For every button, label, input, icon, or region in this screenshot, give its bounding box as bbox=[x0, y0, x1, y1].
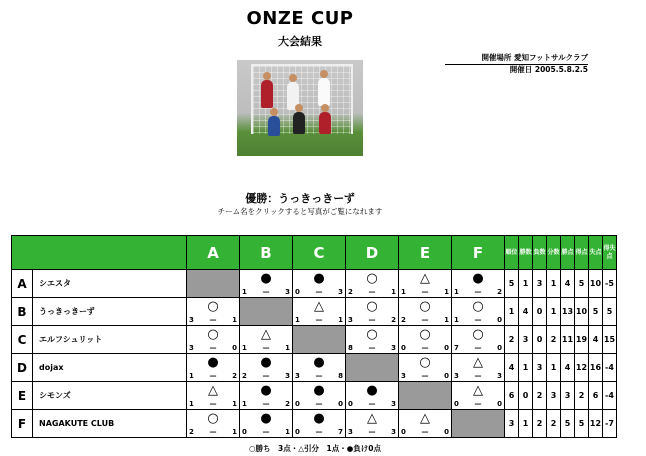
stat-cell: 1 bbox=[519, 270, 533, 298]
score-dash: — bbox=[315, 428, 323, 436]
table-row bbox=[12, 354, 617, 382]
stat-cell: 1 bbox=[547, 298, 561, 326]
score-left: 1 bbox=[189, 372, 194, 380]
score-dash: — bbox=[262, 288, 270, 296]
score-dash: — bbox=[209, 316, 217, 324]
column-header: F bbox=[452, 236, 505, 270]
match-result-cell bbox=[293, 298, 346, 326]
score-dash: — bbox=[262, 428, 270, 436]
match-score bbox=[454, 372, 502, 380]
score-dash: — bbox=[209, 428, 217, 436]
score-dash: — bbox=[474, 344, 482, 352]
score-dash: — bbox=[315, 372, 323, 380]
score-right: 2 bbox=[391, 316, 396, 324]
diagonal-cell bbox=[293, 326, 346, 354]
match-score bbox=[401, 428, 449, 436]
score-dash: — bbox=[421, 428, 429, 436]
match-score bbox=[348, 344, 396, 352]
stat-cell: 3 bbox=[547, 382, 561, 410]
score-dash: — bbox=[421, 288, 429, 296]
match-result-cell bbox=[346, 298, 399, 326]
stat-cell: -4 bbox=[603, 354, 617, 382]
table-corner bbox=[12, 236, 187, 270]
match-score bbox=[295, 288, 343, 296]
match-result-cell bbox=[187, 382, 240, 410]
score-left: 0 bbox=[295, 288, 300, 296]
table-row bbox=[12, 270, 617, 298]
stat-cell: 1 bbox=[519, 410, 533, 438]
result-symbol: △ bbox=[420, 411, 430, 426]
match-result-cell bbox=[240, 410, 293, 438]
stat-cell: 4 bbox=[561, 270, 575, 298]
stat-cell: 5 bbox=[603, 298, 617, 326]
match-score bbox=[295, 316, 343, 324]
team-name-link[interactable]: シモンズ bbox=[33, 382, 187, 410]
row-letter: B bbox=[12, 298, 33, 326]
row-letter: D bbox=[12, 354, 33, 382]
match-score bbox=[401, 344, 449, 352]
score-dash: — bbox=[315, 288, 323, 296]
person-figure bbox=[318, 78, 330, 106]
table-row bbox=[12, 410, 617, 438]
result-symbol: ● bbox=[313, 271, 325, 286]
score-left: 1 bbox=[454, 316, 459, 324]
stat-cell: 1 bbox=[547, 270, 561, 298]
stat-cell: 4 bbox=[561, 354, 575, 382]
score-left: 1 bbox=[242, 400, 247, 408]
score-dash: — bbox=[474, 316, 482, 324]
score-right: 0 bbox=[232, 344, 237, 352]
score-left: 3 bbox=[189, 344, 194, 352]
score-dash: — bbox=[262, 372, 270, 380]
score-left: 2 bbox=[348, 288, 353, 296]
score-right: 1 bbox=[285, 428, 290, 436]
stat-cell: -4 bbox=[603, 382, 617, 410]
legend: ○勝ち 3点・△引分 1点・●負け0点 bbox=[248, 444, 381, 453]
table-header-row bbox=[12, 236, 617, 270]
stat-cell: 2 bbox=[505, 326, 519, 354]
page-title: ONZE CUP bbox=[246, 8, 354, 29]
score-right: 2 bbox=[232, 372, 237, 380]
stat-cell: 3 bbox=[561, 382, 575, 410]
match-score bbox=[401, 288, 449, 296]
stat-cell: 3 bbox=[533, 270, 547, 298]
result-symbol: ○ bbox=[419, 355, 431, 370]
score-left: 1 bbox=[401, 288, 406, 296]
match-result-cell bbox=[240, 270, 293, 298]
score-left: 3 bbox=[189, 316, 194, 324]
score-left: 0 bbox=[242, 428, 247, 436]
score-right: 2 bbox=[497, 288, 502, 296]
stat-cell: 2 bbox=[547, 410, 561, 438]
match-score bbox=[348, 316, 396, 324]
result-symbol: ○ bbox=[207, 327, 219, 342]
result-symbol: ○ bbox=[472, 327, 484, 342]
score-right: 1 bbox=[391, 288, 396, 296]
score-dash: — bbox=[262, 344, 270, 352]
stat-cell: 0 bbox=[533, 298, 547, 326]
result-symbol: ● bbox=[260, 271, 272, 286]
score-left: 2 bbox=[189, 428, 194, 436]
match-result-cell bbox=[346, 270, 399, 298]
stat-cell: 1 bbox=[519, 354, 533, 382]
score-left: 8 bbox=[348, 344, 353, 352]
match-score bbox=[189, 372, 237, 380]
stat-cell: 11 bbox=[561, 326, 575, 354]
result-symbol: ○ bbox=[366, 299, 378, 314]
score-right: 8 bbox=[338, 372, 343, 380]
date-info: 開催日 2005.5.8.2.5 bbox=[509, 65, 588, 74]
score-right: 3 bbox=[391, 428, 396, 436]
score-left: 0 bbox=[401, 428, 406, 436]
match-score bbox=[189, 400, 237, 408]
team-name-link[interactable]: うっきっきーず bbox=[33, 298, 187, 326]
score-right: 3 bbox=[391, 400, 396, 408]
stat-cell: 5 bbox=[589, 298, 603, 326]
score-left: 0 bbox=[348, 400, 353, 408]
result-symbol: ● bbox=[313, 411, 325, 426]
result-symbol: ● bbox=[366, 383, 378, 398]
match-score bbox=[348, 288, 396, 296]
stat-cell: 5 bbox=[505, 270, 519, 298]
column-header: C bbox=[293, 236, 346, 270]
stat-cell: 3 bbox=[505, 410, 519, 438]
score-dash: — bbox=[368, 288, 376, 296]
score-right: 1 bbox=[338, 316, 343, 324]
person-head bbox=[289, 74, 297, 82]
match-result-cell bbox=[187, 326, 240, 354]
match-score bbox=[189, 344, 237, 352]
result-symbol: △ bbox=[420, 271, 430, 286]
score-right: 3 bbox=[285, 372, 290, 380]
score-right: 3 bbox=[285, 288, 290, 296]
score-left: 3 bbox=[348, 316, 353, 324]
match-result-cell bbox=[399, 298, 452, 326]
stat-cell: 5 bbox=[575, 410, 589, 438]
score-right: 7 bbox=[338, 428, 343, 436]
stat-cell: 2 bbox=[547, 326, 561, 354]
score-left: 7 bbox=[454, 344, 459, 352]
diagonal-cell bbox=[399, 382, 452, 410]
person-head bbox=[320, 70, 328, 78]
column-header: D bbox=[346, 236, 399, 270]
stat-cell: 4 bbox=[589, 326, 603, 354]
match-score bbox=[295, 428, 343, 436]
person-head bbox=[295, 104, 303, 112]
score-right: 0 bbox=[444, 344, 449, 352]
score-dash: — bbox=[474, 288, 482, 296]
stat-header: 得失点 bbox=[603, 236, 617, 270]
page-subtitle: 大会結果 bbox=[278, 35, 322, 48]
match-score bbox=[295, 400, 343, 408]
team-name-link[interactable]: dojax bbox=[33, 354, 187, 382]
result-symbol: △ bbox=[261, 327, 271, 342]
score-right: 0 bbox=[497, 344, 502, 352]
score-right: 1 bbox=[444, 288, 449, 296]
result-symbol: ● bbox=[313, 355, 325, 370]
score-right: 2 bbox=[285, 400, 290, 408]
stat-cell: 10 bbox=[575, 298, 589, 326]
match-score bbox=[242, 428, 290, 436]
result-symbol: ● bbox=[260, 355, 272, 370]
venue-info: 開催場所 愛知フットサルクラブ bbox=[445, 52, 588, 65]
match-result-cell bbox=[452, 382, 505, 410]
match-result-cell bbox=[293, 382, 346, 410]
result-symbol: ● bbox=[260, 411, 272, 426]
stat-header: 得点 bbox=[575, 236, 589, 270]
score-right: 3 bbox=[497, 372, 502, 380]
match-score bbox=[242, 400, 290, 408]
score-dash: — bbox=[421, 344, 429, 352]
result-symbol: ○ bbox=[207, 299, 219, 314]
match-result-cell bbox=[399, 326, 452, 354]
column-header: E bbox=[399, 236, 452, 270]
score-dash: — bbox=[368, 316, 376, 324]
score-right: 0 bbox=[497, 316, 502, 324]
team-photo bbox=[237, 60, 363, 156]
stat-cell: 15 bbox=[603, 326, 617, 354]
result-symbol: ● bbox=[260, 383, 272, 398]
match-result-cell bbox=[399, 410, 452, 438]
match-result-cell bbox=[452, 354, 505, 382]
person-figure bbox=[268, 116, 280, 136]
stat-header: 順位 bbox=[505, 236, 519, 270]
stat-cell: 4 bbox=[505, 354, 519, 382]
match-score bbox=[295, 372, 343, 380]
score-dash: — bbox=[262, 400, 270, 408]
stat-cell: 16 bbox=[589, 354, 603, 382]
table-row bbox=[12, 298, 617, 326]
team-name-link[interactable]: エルフシュリット bbox=[33, 326, 187, 354]
stat-cell: 19 bbox=[575, 326, 589, 354]
stat-header: 負数 bbox=[533, 236, 547, 270]
match-score bbox=[454, 316, 502, 324]
score-left: 1 bbox=[295, 316, 300, 324]
match-score bbox=[242, 372, 290, 380]
stat-cell: 5 bbox=[561, 410, 575, 438]
score-right: 1 bbox=[285, 344, 290, 352]
score-dash: — bbox=[368, 344, 376, 352]
stat-cell: 2 bbox=[533, 382, 547, 410]
result-symbol: ○ bbox=[419, 299, 431, 314]
column-header: A bbox=[187, 236, 240, 270]
result-symbol: ○ bbox=[207, 411, 219, 426]
score-right: 0 bbox=[497, 400, 502, 408]
match-result-cell bbox=[346, 382, 399, 410]
score-left: 2 bbox=[242, 372, 247, 380]
score-left: 1 bbox=[242, 288, 247, 296]
match-result-cell bbox=[293, 410, 346, 438]
stat-cell: 12 bbox=[575, 354, 589, 382]
match-result-cell bbox=[452, 270, 505, 298]
row-letter: F bbox=[12, 410, 33, 438]
score-right: 1 bbox=[232, 316, 237, 324]
stat-cell: 3 bbox=[533, 354, 547, 382]
score-dash: — bbox=[209, 344, 217, 352]
match-result-cell bbox=[240, 326, 293, 354]
result-symbol: ● bbox=[313, 383, 325, 398]
score-dash: — bbox=[209, 372, 217, 380]
stat-header: 失点 bbox=[589, 236, 603, 270]
stat-cell: 12 bbox=[589, 410, 603, 438]
diagonal-cell bbox=[187, 270, 240, 298]
result-symbol: △ bbox=[367, 411, 377, 426]
score-left: 3 bbox=[348, 428, 353, 436]
match-score bbox=[189, 316, 237, 324]
stat-cell: -7 bbox=[603, 410, 617, 438]
result-symbol: ● bbox=[207, 355, 219, 370]
match-score bbox=[242, 288, 290, 296]
match-result-cell bbox=[240, 382, 293, 410]
match-result-cell bbox=[399, 354, 452, 382]
result-symbol: ○ bbox=[419, 327, 431, 342]
result-symbol: △ bbox=[208, 383, 218, 398]
score-right: 1 bbox=[232, 428, 237, 436]
score-dash: — bbox=[421, 372, 429, 380]
match-result-cell bbox=[452, 298, 505, 326]
stat-header: 勝数 bbox=[519, 236, 533, 270]
score-dash: — bbox=[474, 372, 482, 380]
match-result-cell bbox=[187, 410, 240, 438]
match-score bbox=[454, 288, 502, 296]
score-dash: — bbox=[368, 428, 376, 436]
score-right: 0 bbox=[444, 428, 449, 436]
photo-hint: チーム名をクリックすると写真がご覧になれます bbox=[217, 207, 383, 216]
score-right: 3 bbox=[338, 288, 343, 296]
stat-cell: 2 bbox=[575, 382, 589, 410]
stat-cell: 3 bbox=[519, 326, 533, 354]
match-result-cell bbox=[452, 326, 505, 354]
column-header: B bbox=[240, 236, 293, 270]
score-left: 3 bbox=[295, 372, 300, 380]
match-result-cell bbox=[187, 354, 240, 382]
match-score bbox=[348, 400, 396, 408]
score-right: 1 bbox=[232, 400, 237, 408]
stat-header: 勝点 bbox=[561, 236, 575, 270]
score-dash: — bbox=[421, 316, 429, 324]
match-score bbox=[242, 344, 290, 352]
champion-text: 優勝：うっきっきーず bbox=[245, 192, 355, 205]
person-figure bbox=[261, 80, 273, 108]
match-result-cell bbox=[346, 410, 399, 438]
match-score bbox=[454, 400, 502, 408]
result-symbol: ○ bbox=[366, 271, 378, 286]
score-left: 3 bbox=[454, 372, 459, 380]
person-head bbox=[321, 104, 329, 112]
row-letter: E bbox=[12, 382, 33, 410]
score-left: 3 bbox=[401, 372, 406, 380]
score-dash: — bbox=[315, 316, 323, 324]
score-right: 0 bbox=[444, 372, 449, 380]
diagonal-cell bbox=[346, 354, 399, 382]
score-right: 1 bbox=[444, 316, 449, 324]
stat-cell: 2 bbox=[533, 410, 547, 438]
score-left: 1 bbox=[189, 400, 194, 408]
stat-cell: 13 bbox=[561, 298, 575, 326]
person-head bbox=[263, 72, 271, 80]
row-letter: A bbox=[12, 270, 33, 298]
stat-cell: 4 bbox=[519, 298, 533, 326]
match-result-cell bbox=[399, 270, 452, 298]
match-result-cell bbox=[240, 354, 293, 382]
match-score bbox=[401, 316, 449, 324]
stat-cell: 5 bbox=[575, 270, 589, 298]
table-row bbox=[12, 326, 617, 354]
result-symbol: ○ bbox=[366, 327, 378, 342]
score-dash: — bbox=[474, 400, 482, 408]
score-left: 0 bbox=[454, 400, 459, 408]
person-figure bbox=[293, 112, 305, 134]
person-head bbox=[270, 108, 278, 116]
stat-cell: 0 bbox=[533, 326, 547, 354]
match-result-cell bbox=[346, 326, 399, 354]
score-left: 1 bbox=[242, 344, 247, 352]
match-result-cell bbox=[293, 270, 346, 298]
match-score bbox=[348, 428, 396, 436]
score-left: 0 bbox=[401, 344, 406, 352]
score-left: 1 bbox=[454, 288, 459, 296]
result-symbol: △ bbox=[473, 383, 483, 398]
match-score bbox=[454, 344, 502, 352]
match-result-cell bbox=[187, 298, 240, 326]
row-letter: C bbox=[12, 326, 33, 354]
score-dash: — bbox=[368, 400, 376, 408]
stat-cell: 0 bbox=[519, 382, 533, 410]
table-row bbox=[12, 382, 617, 410]
stat-cell: 1 bbox=[505, 298, 519, 326]
score-left: 0 bbox=[295, 428, 300, 436]
match-score bbox=[401, 372, 449, 380]
score-right: 3 bbox=[391, 344, 396, 352]
score-dash: — bbox=[209, 400, 217, 408]
stat-header: 分数 bbox=[547, 236, 561, 270]
score-left: 0 bbox=[295, 400, 300, 408]
team-name-link[interactable]: シエスタ bbox=[33, 270, 187, 298]
result-symbol: ○ bbox=[472, 299, 484, 314]
result-symbol: △ bbox=[473, 355, 483, 370]
results-table bbox=[11, 235, 617, 438]
score-dash: — bbox=[315, 400, 323, 408]
stat-cell: 10 bbox=[589, 270, 603, 298]
diagonal-cell bbox=[452, 410, 505, 438]
result-symbol: ● bbox=[472, 271, 484, 286]
person-figure bbox=[319, 112, 331, 134]
stat-cell: 6 bbox=[505, 382, 519, 410]
match-score bbox=[189, 428, 237, 436]
result-symbol: △ bbox=[314, 299, 324, 314]
stat-cell: -5 bbox=[603, 270, 617, 298]
score-right: 0 bbox=[338, 400, 343, 408]
match-result-cell bbox=[293, 354, 346, 382]
stat-cell: 6 bbox=[589, 382, 603, 410]
diagonal-cell bbox=[240, 298, 293, 326]
team-name-link[interactable]: NAGAKUTE CLUB bbox=[33, 410, 187, 438]
score-left: 2 bbox=[401, 316, 406, 324]
stat-cell: 1 bbox=[547, 354, 561, 382]
